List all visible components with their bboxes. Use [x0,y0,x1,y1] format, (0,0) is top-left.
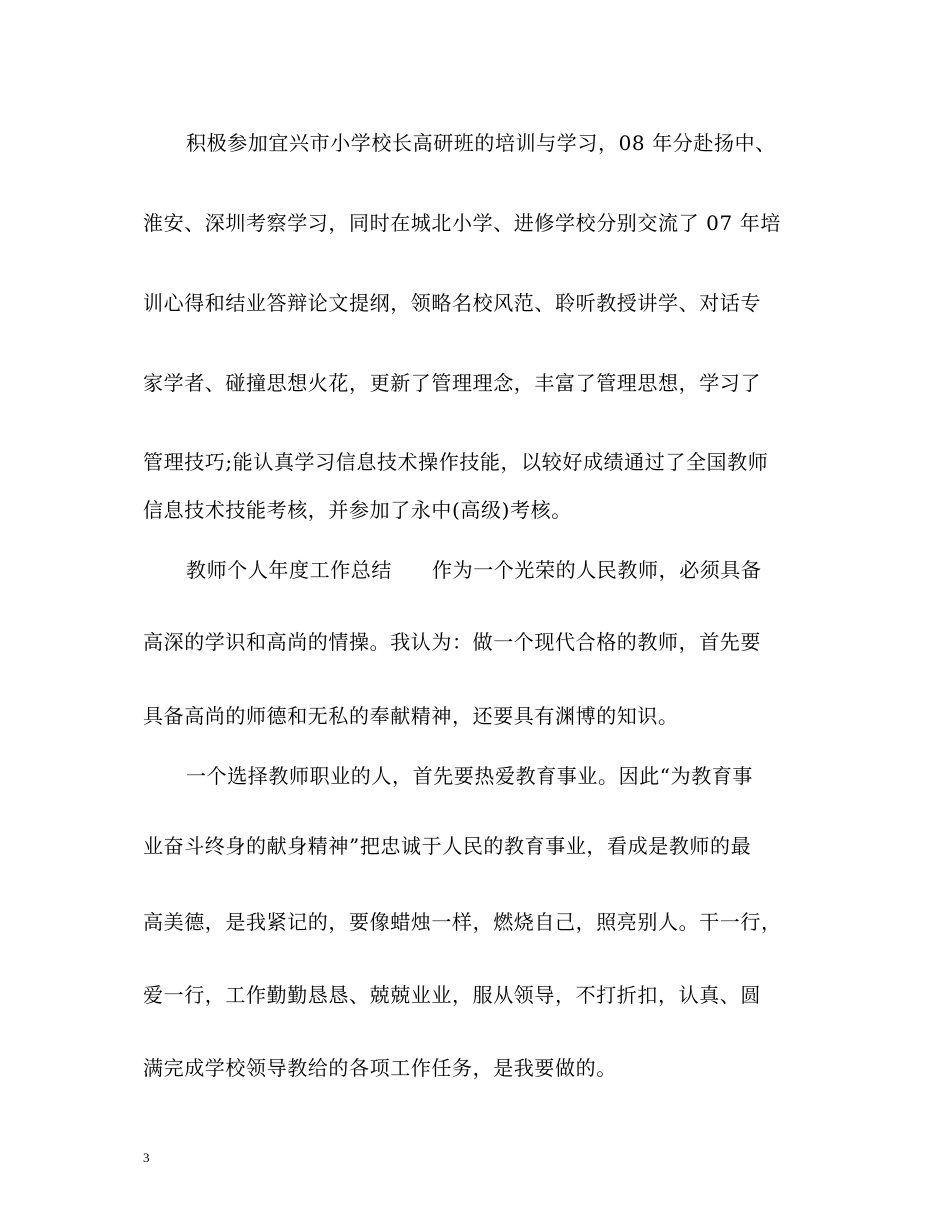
paragraph-1-line-2: 淮安、深圳考察学习，同时在城北小学、进修学校分别交流了 07 年培 [143,211,781,235]
paragraph-2-line-1-text: 作为一个光荣的人民教师，必须具备 [432,558,762,582]
paragraph-3-line-1: 一个选择教师职业的人，首先要热爱教育事业。因此“为教育事 [186,764,754,788]
paragraph-2-line-2: 高深的学识和高尚的情操。我认为：做一个现代合格的教师，首先要 [143,630,761,654]
paragraph-1-line-1: 积极参加宜兴市小学校长高研班的培训与学习，08 年分赴扬中、 [186,131,776,155]
paragraph-1-line-3: 训心得和结业答辩论文提纲，领略名校风范、聆听教授讲学、对话专 [143,291,761,315]
paragraph-3-line-4: 爱一行，工作勤勤恳恳、兢兢业业，服从领导，不打折扣，认真、圆 [143,983,761,1007]
paragraph-1-line-4: 家学者、碰撞思想火花，更新了管理理念，丰富了管理思想，学习了 [143,371,761,395]
paragraph-3-line-3: 高美德，是我紧记的，要像蜡烛一样，燃烧自己，照亮别人。干一行， [143,910,782,934]
paragraph-2-line-3: 具备高尚的师德和无私的奉献精神，还要具有渊博的知识。 [143,704,679,728]
paragraph-1-line-6: 信息技术技能考核，并参加了永中(高级)考核。 [143,498,572,522]
paragraph-2-line-1 [186,556,866,584]
paragraph-3-line-5: 满完成学校领导教给的各项工作任务，是我要做的。 [143,1056,617,1080]
paragraph-1-line-5: 管理技巧;能认真学习信息技术操作技能，以较好成绩通过了全国教师 [143,450,769,474]
paragraph-3-line-2: 业奋斗终身的献身精神”把忠诚于人民的教育事业，看成是教师的最 [143,834,752,858]
page-number: 3 [143,1150,150,1165]
section-heading: 教师个人年度工作总结 [186,558,392,582]
